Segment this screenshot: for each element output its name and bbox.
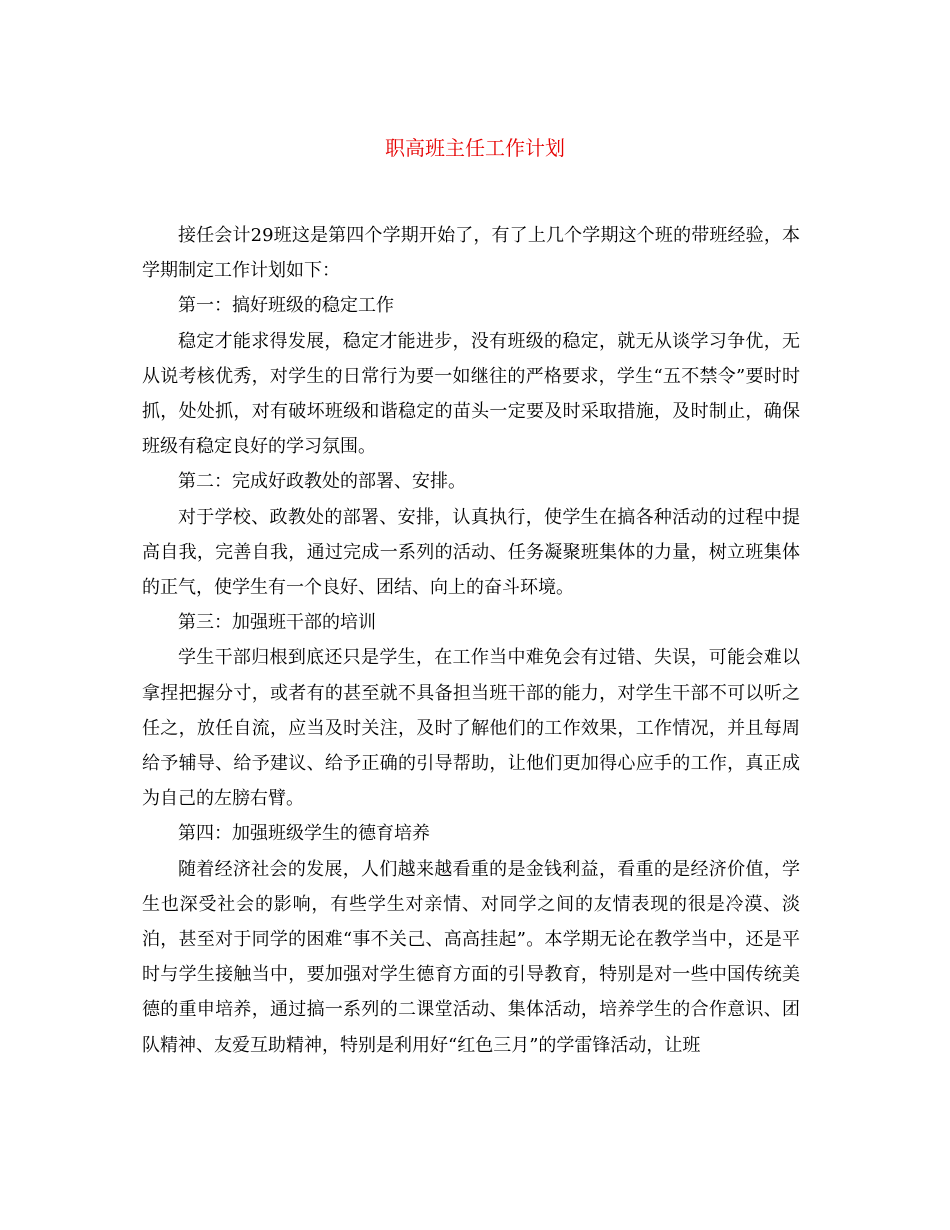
document-title: 职高班主任工作计划 [385, 136, 565, 160]
heading-section-3: 第三：加强班干部的培训 [178, 612, 376, 634]
paragraph-section-4: 随着经济社会的发展，人们越来越看重的是金钱利益，看重的是经济价值，学生也深受社会的影响，有些学生对亲情、对同学之间的友情表现的很是冷漠、淡泊，甚至对于同学的困难“事不关己、高高挂起”。本学期无论在教学当中，还是平时与学生接触当中，要加强对学生德育方面的引导教育，特别是对一些中国传统美德的重申培养，通过搞一系列的二课堂活动、集体活动，培养学生的合作意识、团队精神、友爱互助精神，特别是利用好“红色三月”的学雷锋活动，让班 [142, 858, 800, 1056]
paragraph-section-3: 学生干部归根到底还只是学生，在工作当中难免会有过错、失误，可能会难以拿捏把握分寸，或者有的甚至就不具备担当班干部的能力，对学生干部不可以听之任之，放任自流，应当及时关注，及时了解他们的工作效果，工作情况，并且每周给予辅导、给予建议、给予正确的引导帮助，让他们更加得心应手的工作，真正成为自己的左膀右臂。 [142, 647, 800, 810]
heading-section-2: 第二：完成好政教处的部署、安排。 [178, 471, 466, 493]
heading-section-1: 第一：搞好班级的稳定工作 [178, 295, 394, 317]
heading-section-4: 第四：加强班级学生的德育培养 [178, 823, 430, 845]
document-body [142, 218, 800, 1063]
paragraph-section-1: 稳定才能求得发展，稳定才能进步，没有班级的稳定，就无从谈学习争优，无从说考核优秀，对学生的日常行为要一如继往的严格要求，学生“五不禁令”要时时抓，处处抓，对有破坏班级和谐稳定的苗头一定要及时采取措施，及时制止，确保班级有稳定良好的学习氛围。 [142, 330, 800, 458]
paragraph-intro: 接任会计29班这是第四个学期开始了，有了上几个学期这个班的带班经验，本学期制定工作计划如下： [142, 225, 800, 282]
paragraph-section-2: 对于学校、政教处的部署、安排，认真执行，使学生在搞各种活动的过程中提高自我，完善自我，通过完成一系列的活动、任务凝聚班集体的力量，树立班集体的正气，使学生有一个良好、团结、向上的奋斗环境。 [142, 506, 800, 599]
